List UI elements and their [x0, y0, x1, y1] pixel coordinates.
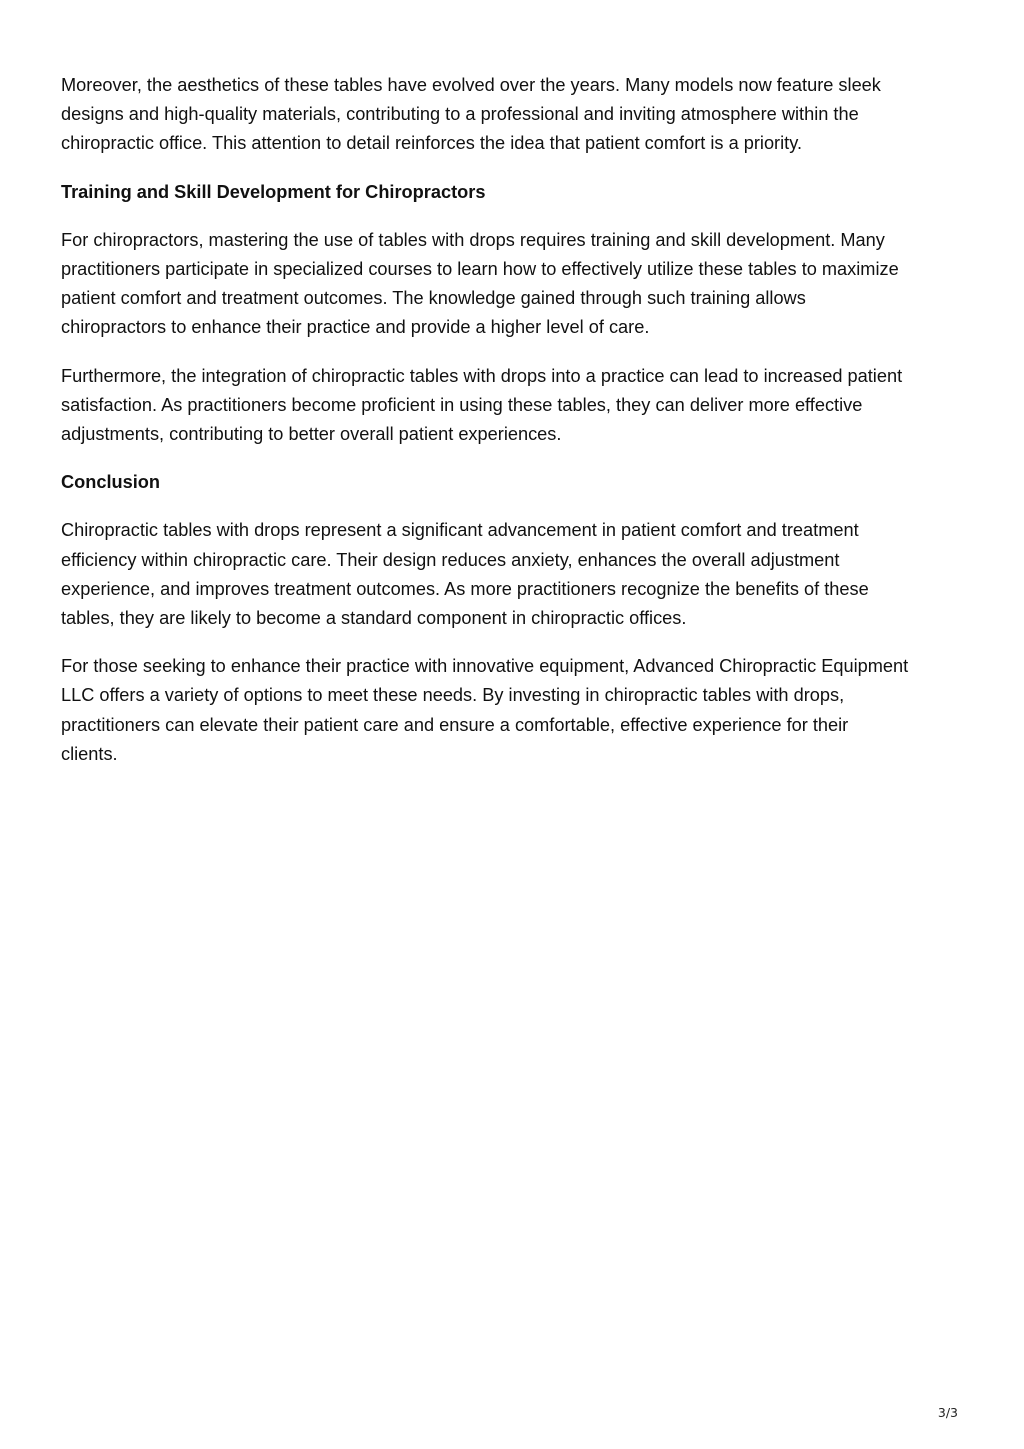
document-body [61, 71, 973, 788]
text-line: Chiropractic tables with drops represent a significant advancement in patient comfort and treatment [61, 520, 859, 541]
text-line: chiropractors to enhance their practice and provide a higher level of care. [61, 317, 650, 338]
text-line: Moreover, the aesthetics of these tables have evolved over the years. Many models now feature sleek [61, 75, 881, 95]
text-line: chiropractic office. This attention to detail reinforces the idea that patient comfort is a priority. [61, 133, 803, 154]
page-number: 3/3 [937, 1405, 958, 1420]
text-line: designs and high-quality materials, contributing to a professional and inviting atmosphere within the [61, 104, 859, 125]
section-heading-conclusion: Conclusion [61, 472, 161, 493]
text-line: patient comfort and treatment outcomes. The knowledge gained through such training allows [61, 288, 806, 309]
paragraph-conclusion [61, 516, 973, 633]
text-line: satisfaction. As practitioners become proficient in using these tables, they can deliver more effective [61, 394, 863, 415]
section-heading-training: Training and Skill Development for Chiropractors [61, 181, 486, 202]
text-line: For those seeking to enhance their practice with innovative equipment, Advanced Chiropractic Equipment [61, 656, 909, 677]
paragraph-aesthetics [61, 71, 973, 159]
text-line: LLC offers a variety of options to meet these needs. By investing in chiropractic tables with drops, [61, 685, 845, 706]
text-line: For chiropractors, mastering the use of tables with drops requires training and skill development. Many [61, 229, 885, 250]
text-line: practitioners participate in specialized courses to learn how to effectively utilize these tables to maximize [61, 259, 899, 280]
paragraph-integration [61, 362, 973, 450]
text-line: clients. [61, 743, 118, 764]
paragraph-training [61, 226, 973, 343]
text-line: practitioners can elevate their patient care and ensure a comfortable, effective experience for their [61, 714, 849, 735]
text-line: adjustments, contributing to better overall patient experiences. [61, 424, 562, 445]
text-line: experience, and improves treatment outcomes. As more practitioners recognize the benefits of these [61, 578, 869, 599]
text-line: efficiency within chiropractic care. Their design reduces anxiety, enhances the overall adjustment [61, 549, 840, 570]
text-line: Furthermore, the integration of chiropractic tables with drops into a practice can lead to increased patient [61, 365, 903, 386]
text-line: tables, they are likely to become a standard component in chiropractic offices. [61, 608, 687, 629]
paragraph-closing [61, 652, 973, 769]
